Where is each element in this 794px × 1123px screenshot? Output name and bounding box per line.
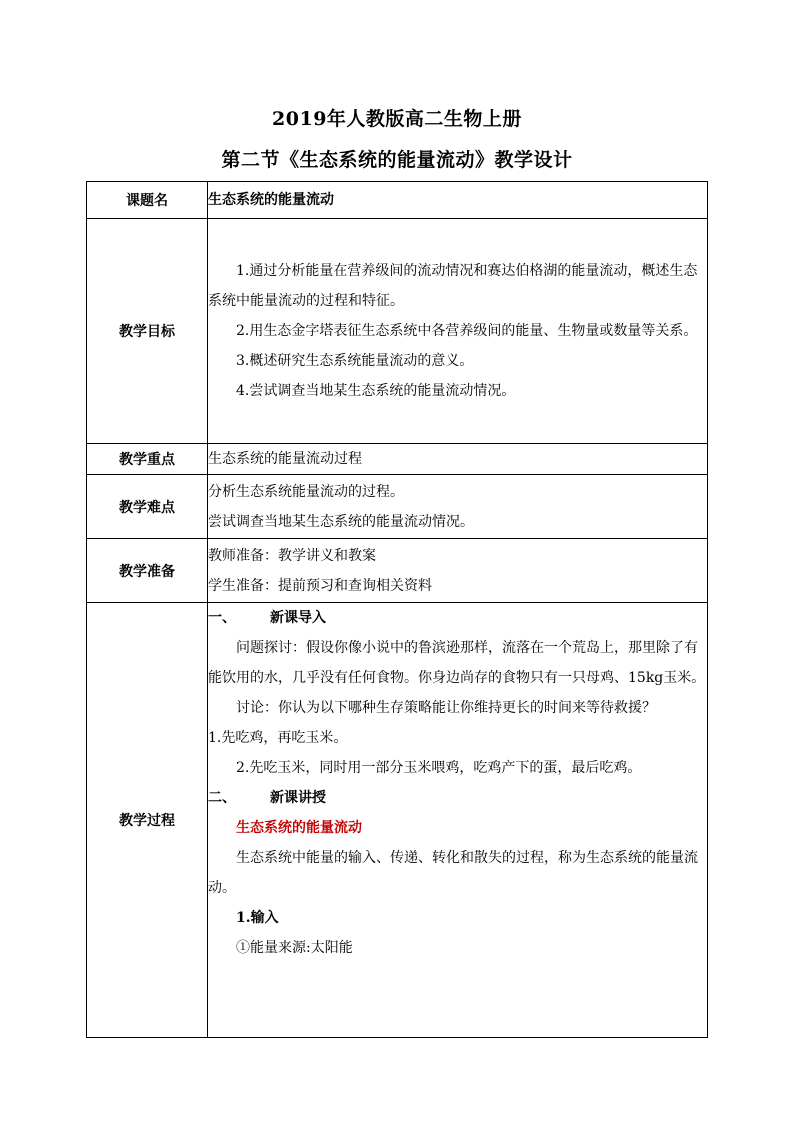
goals-label: 教学目标 bbox=[87, 219, 208, 444]
key-points-row bbox=[87, 444, 708, 475]
difficulty-line: 尝试调查当地某生态系统的能量流动情况。 bbox=[208, 513, 474, 530]
process-label: 教学过程 bbox=[87, 603, 208, 1038]
goal-item: 4.尝试调查当地某生态系统的能量流动情况。 bbox=[236, 383, 516, 399]
preparation-line: 学生准备：提前预习和查询相关资料 bbox=[208, 577, 432, 594]
section-heading bbox=[208, 603, 707, 633]
goal-item: 3.概述研究生态系统能量流动的意义。 bbox=[236, 353, 474, 369]
option-item: 1.先吃鸡，再吃玉米。 bbox=[208, 730, 348, 746]
document-title: 2019年人教版高二生物上册 bbox=[272, 108, 522, 130]
point-detail: ①能量来源:太阳能 bbox=[236, 940, 353, 956]
preparation-content bbox=[208, 539, 708, 603]
section-number: 二、 bbox=[208, 790, 236, 806]
topic-value: 生态系统的能量流动 bbox=[208, 182, 708, 219]
topic-row bbox=[87, 182, 708, 219]
preparation-line: 教师准备：教学讲义和教案 bbox=[208, 547, 376, 564]
difficulties-row bbox=[87, 475, 708, 539]
goal-item: 2.用生态金字塔表征生态系统中各营养级间的能量、生物量或数量等关系。 bbox=[236, 323, 698, 339]
point-heading: 1.输入 bbox=[236, 910, 279, 926]
definition-text: 生态系统中能量的输入、传递、转化和散失的过程，称为生态系统的能量流动。 bbox=[208, 850, 698, 896]
preparation-label: 教学准备 bbox=[87, 539, 208, 603]
discussion-prompt: 讨论：你认为以下哪种生存策略能让你维持更长的时间来等待救援？ bbox=[236, 700, 656, 716]
section-heading bbox=[208, 783, 707, 813]
process-row bbox=[87, 603, 708, 1038]
section-title: 新课导入 bbox=[270, 610, 326, 626]
key-points-label: 教学重点 bbox=[87, 444, 208, 475]
process-content bbox=[208, 603, 708, 1038]
section-title: 新课讲授 bbox=[270, 790, 326, 806]
goals-row bbox=[87, 219, 708, 444]
preparation-row bbox=[87, 539, 708, 603]
subsection-title: 生态系统的能量流动 bbox=[236, 820, 362, 836]
section-number: 一、 bbox=[208, 610, 236, 626]
option-item: 2.先吃玉米，同时用一部分玉米喂鸡，吃鸡产下的蛋，最后吃鸡。 bbox=[236, 760, 642, 776]
difficulties-content bbox=[208, 475, 708, 539]
topic-label: 课题名 bbox=[87, 182, 208, 219]
document-subtitle: 第二节《生态系统的能量流动》教学设计 bbox=[221, 149, 573, 171]
key-points-value: 生态系统的能量流动过程 bbox=[208, 444, 708, 475]
difficulty-line: 分析生态系统能量流动的过程。 bbox=[208, 483, 404, 500]
goal-item: 1.通过分析能量在营养级间的流动情况和赛达伯格湖的能量流动，概述生态系统中能量流动的过程和特征。 bbox=[208, 263, 698, 309]
goals-content bbox=[208, 219, 708, 444]
intro-question: 问题探讨：假设你像小说中的鲁滨逊那样，流落在一个荒岛上，那里除了有能饮用的水，几乎没有任何食物。你身边尚存的食物只有一只母鸡、15kg玉米。 bbox=[208, 640, 706, 686]
lesson-plan-table bbox=[86, 181, 708, 1038]
difficulties-label: 教学难点 bbox=[87, 475, 208, 539]
